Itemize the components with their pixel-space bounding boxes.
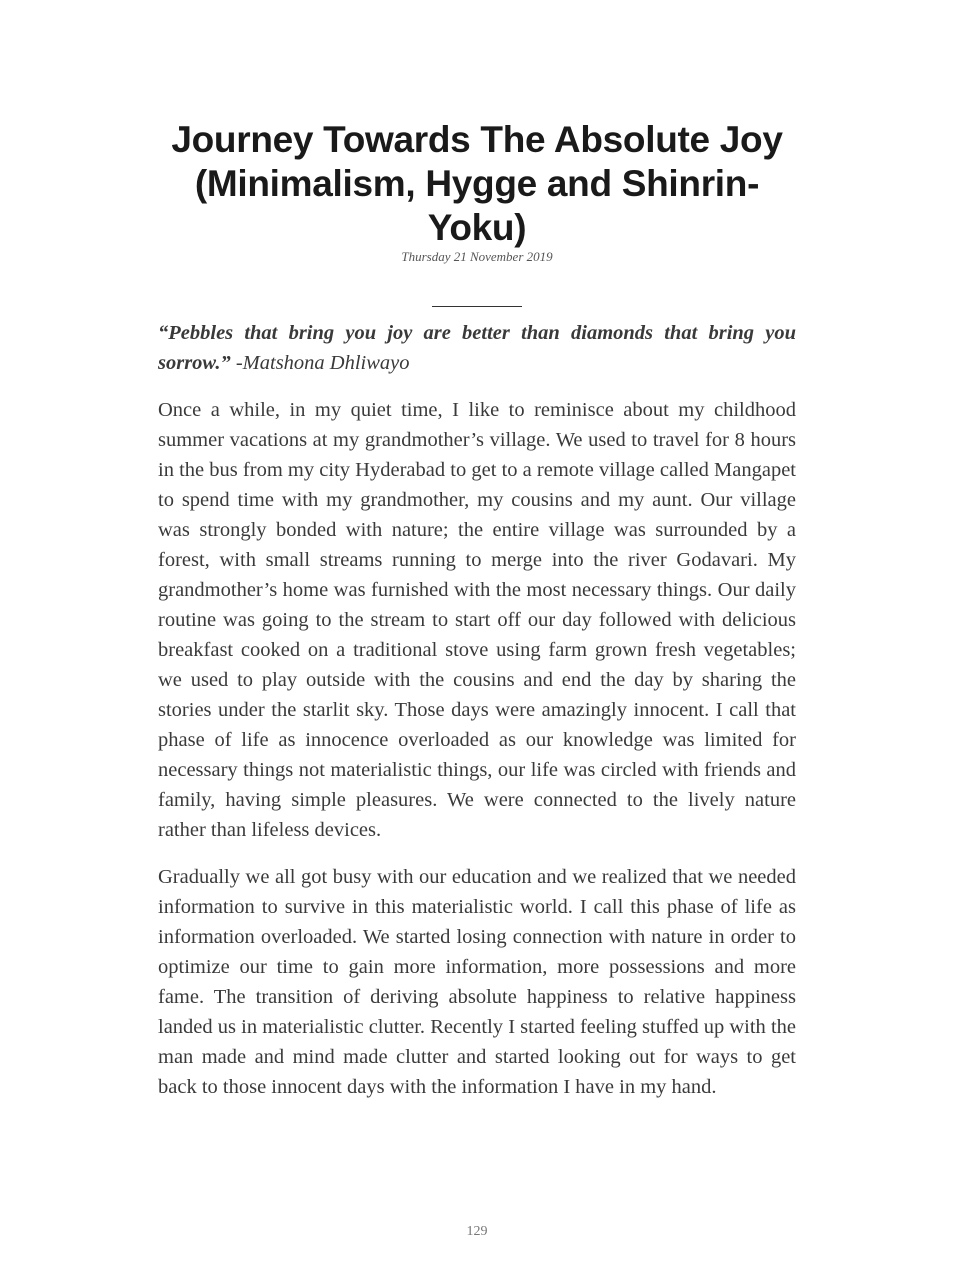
quote-text: “Pebbles that bring you joy are better than diamonds that bring you sorrow.” <box>158 322 796 374</box>
quote-author: -Matshona Dhliwayo <box>230 352 410 374</box>
epigraph-quote <box>158 318 796 378</box>
body-paragraph-2: Gradually we all got busy with our education and we realized that we needed information to survive in this materialistic world. I call this phase of life as information overloaded. We started losing connection with nature in order to optimize our time to gain more information, more possessions and more fame. The transition of deriving absolute happiness to relative happiness landed us in materialistic clutter. Recently I started feeling stuffed up with the man made and mind made clutter and started looking out for ways to get back to those innocent days with the information I have in my hand. <box>158 866 796 1098</box>
body-paragraph-1: Once a while, in my quiet time, I like to reminisce about my childhood summer vacations at my grandmother’s village. We used to travel for 8 hours in the bus from my city Hyderabad to get to a remote village called Mangapet to spend time with my grandmother, my cousins and my aunt. Our village was strongly bonded with nature; the entire village was surrounded by a forest, with small streams running to merge into the river Godavari. My grandmother’s home was furnished with the most necessary things. Our daily routine was going to the stream to start off our day followed with delicious breakfast cooked on a traditional stove using farm grown fresh vegetables; we used to play outside with the cousins and end the day by sharing the stories under the starlit sky. Those days were amazingly innocent. I call that phase of life as innocence overloaded as our knowledge was limited for necessary things not materialistic things, our life was circled with friends and family, having simple pleasures. We were connected to the lively nature rather than lifeless devices. <box>158 399 796 841</box>
article <box>158 118 796 1102</box>
article-title-line-2: (Minimalism, Hygge and Shinrin-Yoku) <box>194 163 760 248</box>
article-title <box>158 118 796 250</box>
title-divider <box>432 306 522 307</box>
page-number: 129 <box>466 1224 488 1239</box>
article-title-line-1: Journey Towards The Absolute Joy <box>171 119 783 160</box>
article-date: Thursday 21 November 2019 <box>401 249 553 264</box>
